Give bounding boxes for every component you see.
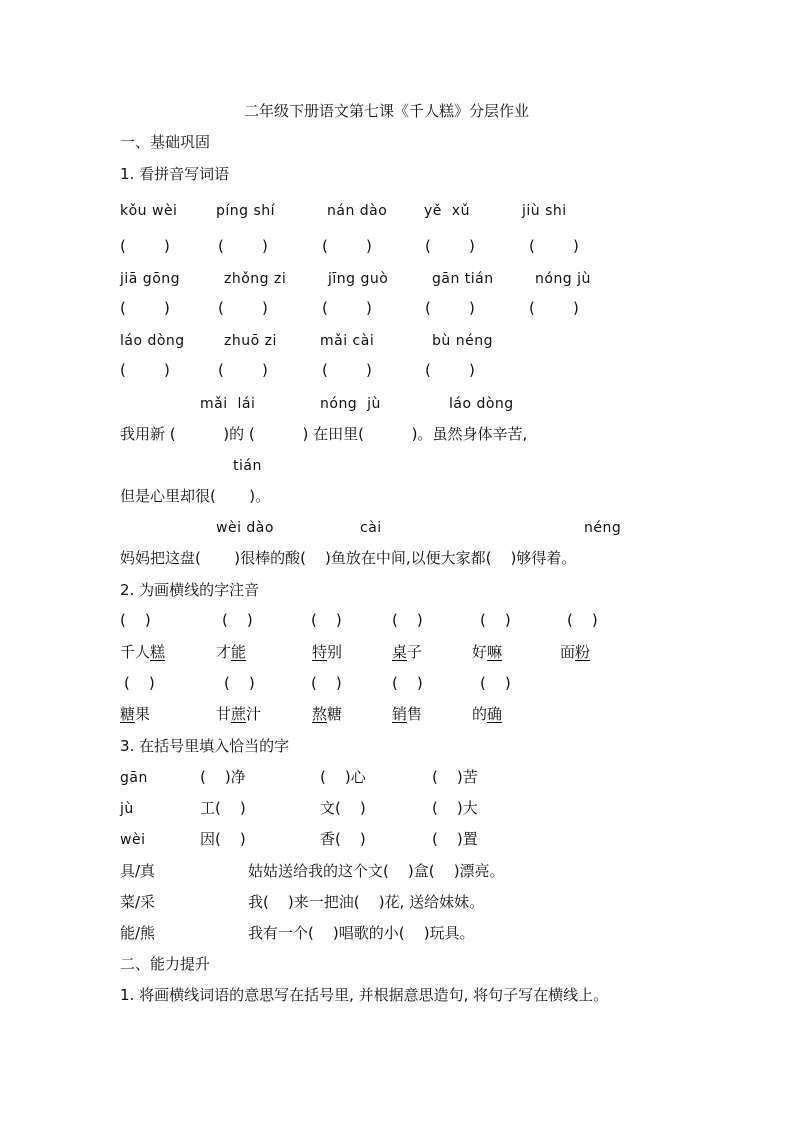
pinyin: kǒu wèi bbox=[120, 203, 178, 219]
fill-sentence[interactable]: 妈妈把这盘( )很棒的酸( )鱼放在中间,以便大家都( )够得着。 bbox=[120, 549, 577, 567]
answer-bracket[interactable]: ( ) bbox=[218, 237, 268, 255]
answer-bracket[interactable]: ( ) bbox=[218, 361, 268, 379]
q1-heading: 1. 看拼音写词语 bbox=[120, 165, 230, 183]
section2-heading: 二、能力提升 bbox=[120, 955, 211, 973]
fill-sentence[interactable]: 姑姑送给我的这个文( )盒( )漂亮。 bbox=[248, 862, 505, 880]
fill-item[interactable]: 工( ) bbox=[200, 799, 246, 817]
answer-bracket[interactable]: ( ) bbox=[322, 237, 372, 255]
answer-bracket[interactable]: ( ) bbox=[392, 611, 423, 629]
pinyin: jiù shi bbox=[522, 203, 567, 219]
pinyin: gān bbox=[120, 770, 148, 786]
section1-heading: 一、基础巩固 bbox=[120, 133, 211, 151]
fill-item[interactable]: ( )净 bbox=[200, 768, 246, 786]
answer-bracket[interactable]: ( ) bbox=[392, 674, 423, 692]
pinyin: píng shí bbox=[216, 203, 276, 219]
pinyin: láo dòng bbox=[449, 396, 514, 412]
fill-sentence[interactable]: 我( )来一把油( )花, 送给妹妹。 bbox=[248, 893, 485, 911]
answer-bracket[interactable]: ( ) bbox=[124, 674, 155, 692]
answer-bracket[interactable]: ( ) bbox=[529, 299, 579, 317]
pinyin: mǎi cài bbox=[320, 333, 375, 349]
pinyin: wèi dào bbox=[216, 520, 274, 536]
fill-sentence[interactable]: 我用新 ( )的 ( ) 在田里( )。虽然身体辛苦, bbox=[120, 425, 528, 443]
answer-bracket[interactable]: ( ) bbox=[567, 611, 598, 629]
pinyin: nóng jù bbox=[320, 396, 381, 412]
answer-bracket[interactable]: ( ) bbox=[218, 299, 268, 317]
answer-bracket[interactable]: ( ) bbox=[425, 237, 475, 255]
answer-bracket[interactable]: ( ) bbox=[322, 361, 372, 379]
char-pair: 具/真 bbox=[120, 862, 156, 880]
q3-heading: 3. 在括号里填入恰当的字 bbox=[120, 737, 290, 755]
answer-bracket[interactable]: ( ) bbox=[120, 237, 170, 255]
pinyin: yě xǔ bbox=[424, 203, 470, 219]
word: 桌子 bbox=[392, 643, 423, 661]
pinyin: láo dòng bbox=[120, 333, 185, 349]
pinyin: jù bbox=[120, 801, 134, 817]
word: 销售 bbox=[392, 705, 423, 723]
fill-item[interactable]: 因( ) bbox=[200, 830, 246, 848]
answer-bracket[interactable]: ( ) bbox=[311, 674, 342, 692]
fill-item[interactable]: ( )苦 bbox=[432, 768, 478, 786]
word: 好嘛 bbox=[472, 643, 503, 661]
section2-q1: 1. 将画横线词语的意思写在括号里, 并根据意思造句, 将句子写在横线上。 bbox=[120, 986, 609, 1004]
answer-bracket[interactable]: ( ) bbox=[120, 299, 170, 317]
fill-item[interactable]: ( )置 bbox=[432, 830, 478, 848]
pinyin: zhuō zi bbox=[224, 333, 277, 349]
word: 面粉 bbox=[560, 643, 591, 661]
pinyin: zhǒng zi bbox=[224, 271, 287, 287]
answer-bracket[interactable]: ( ) bbox=[311, 611, 342, 629]
pinyin: gān tián bbox=[432, 271, 494, 287]
answer-bracket[interactable]: ( ) bbox=[480, 674, 511, 692]
pinyin: cài bbox=[360, 520, 382, 536]
pinyin: bù néng bbox=[432, 333, 493, 349]
q2-heading: 2. 为画横线的字注音 bbox=[120, 581, 260, 599]
pinyin: nóng jù bbox=[535, 271, 591, 287]
answer-bracket[interactable]: ( ) bbox=[425, 361, 475, 379]
fill-item[interactable]: 香( ) bbox=[320, 830, 366, 848]
answer-bracket[interactable]: ( ) bbox=[529, 237, 579, 255]
word: 才能 bbox=[216, 643, 247, 661]
page-title: 二年级下册语文第七课《千人糕》分层作业 bbox=[244, 102, 530, 120]
pinyin: mǎi lái bbox=[200, 396, 256, 412]
fill-item[interactable]: ( )大 bbox=[432, 799, 478, 817]
pinyin: jīng guò bbox=[328, 271, 389, 287]
answer-bracket[interactable]: ( ) bbox=[120, 361, 170, 379]
fill-item[interactable]: ( )心 bbox=[320, 768, 366, 786]
char-pair: 菜/采 bbox=[120, 893, 156, 911]
word: 千人糕 bbox=[120, 643, 166, 661]
word: 熬糖 bbox=[312, 705, 343, 723]
answer-bracket[interactable]: ( ) bbox=[322, 299, 372, 317]
pinyin: jiā gōng bbox=[120, 271, 181, 287]
word: 甘蔗汁 bbox=[216, 705, 262, 723]
answer-bracket[interactable]: ( ) bbox=[224, 674, 255, 692]
char-pair: 能/熊 bbox=[120, 924, 156, 942]
word: 的确 bbox=[472, 705, 503, 723]
answer-bracket[interactable]: ( ) bbox=[120, 611, 151, 629]
answer-bracket[interactable]: ( ) bbox=[480, 611, 511, 629]
pinyin: tián bbox=[233, 458, 262, 474]
answer-bracket[interactable]: ( ) bbox=[222, 611, 253, 629]
word: 糖果 bbox=[120, 705, 151, 723]
pinyin: néng bbox=[584, 520, 622, 536]
fill-sentence[interactable]: 但是心里却很( )。 bbox=[120, 487, 271, 505]
answer-bracket[interactable]: ( ) bbox=[425, 299, 475, 317]
fill-sentence[interactable]: 我有一个( )唱歌的小( )玩具。 bbox=[248, 924, 475, 942]
pinyin: wèi bbox=[120, 832, 146, 848]
fill-item[interactable]: 文( ) bbox=[320, 799, 366, 817]
pinyin: nán dào bbox=[327, 203, 388, 219]
word: 特别 bbox=[312, 643, 343, 661]
